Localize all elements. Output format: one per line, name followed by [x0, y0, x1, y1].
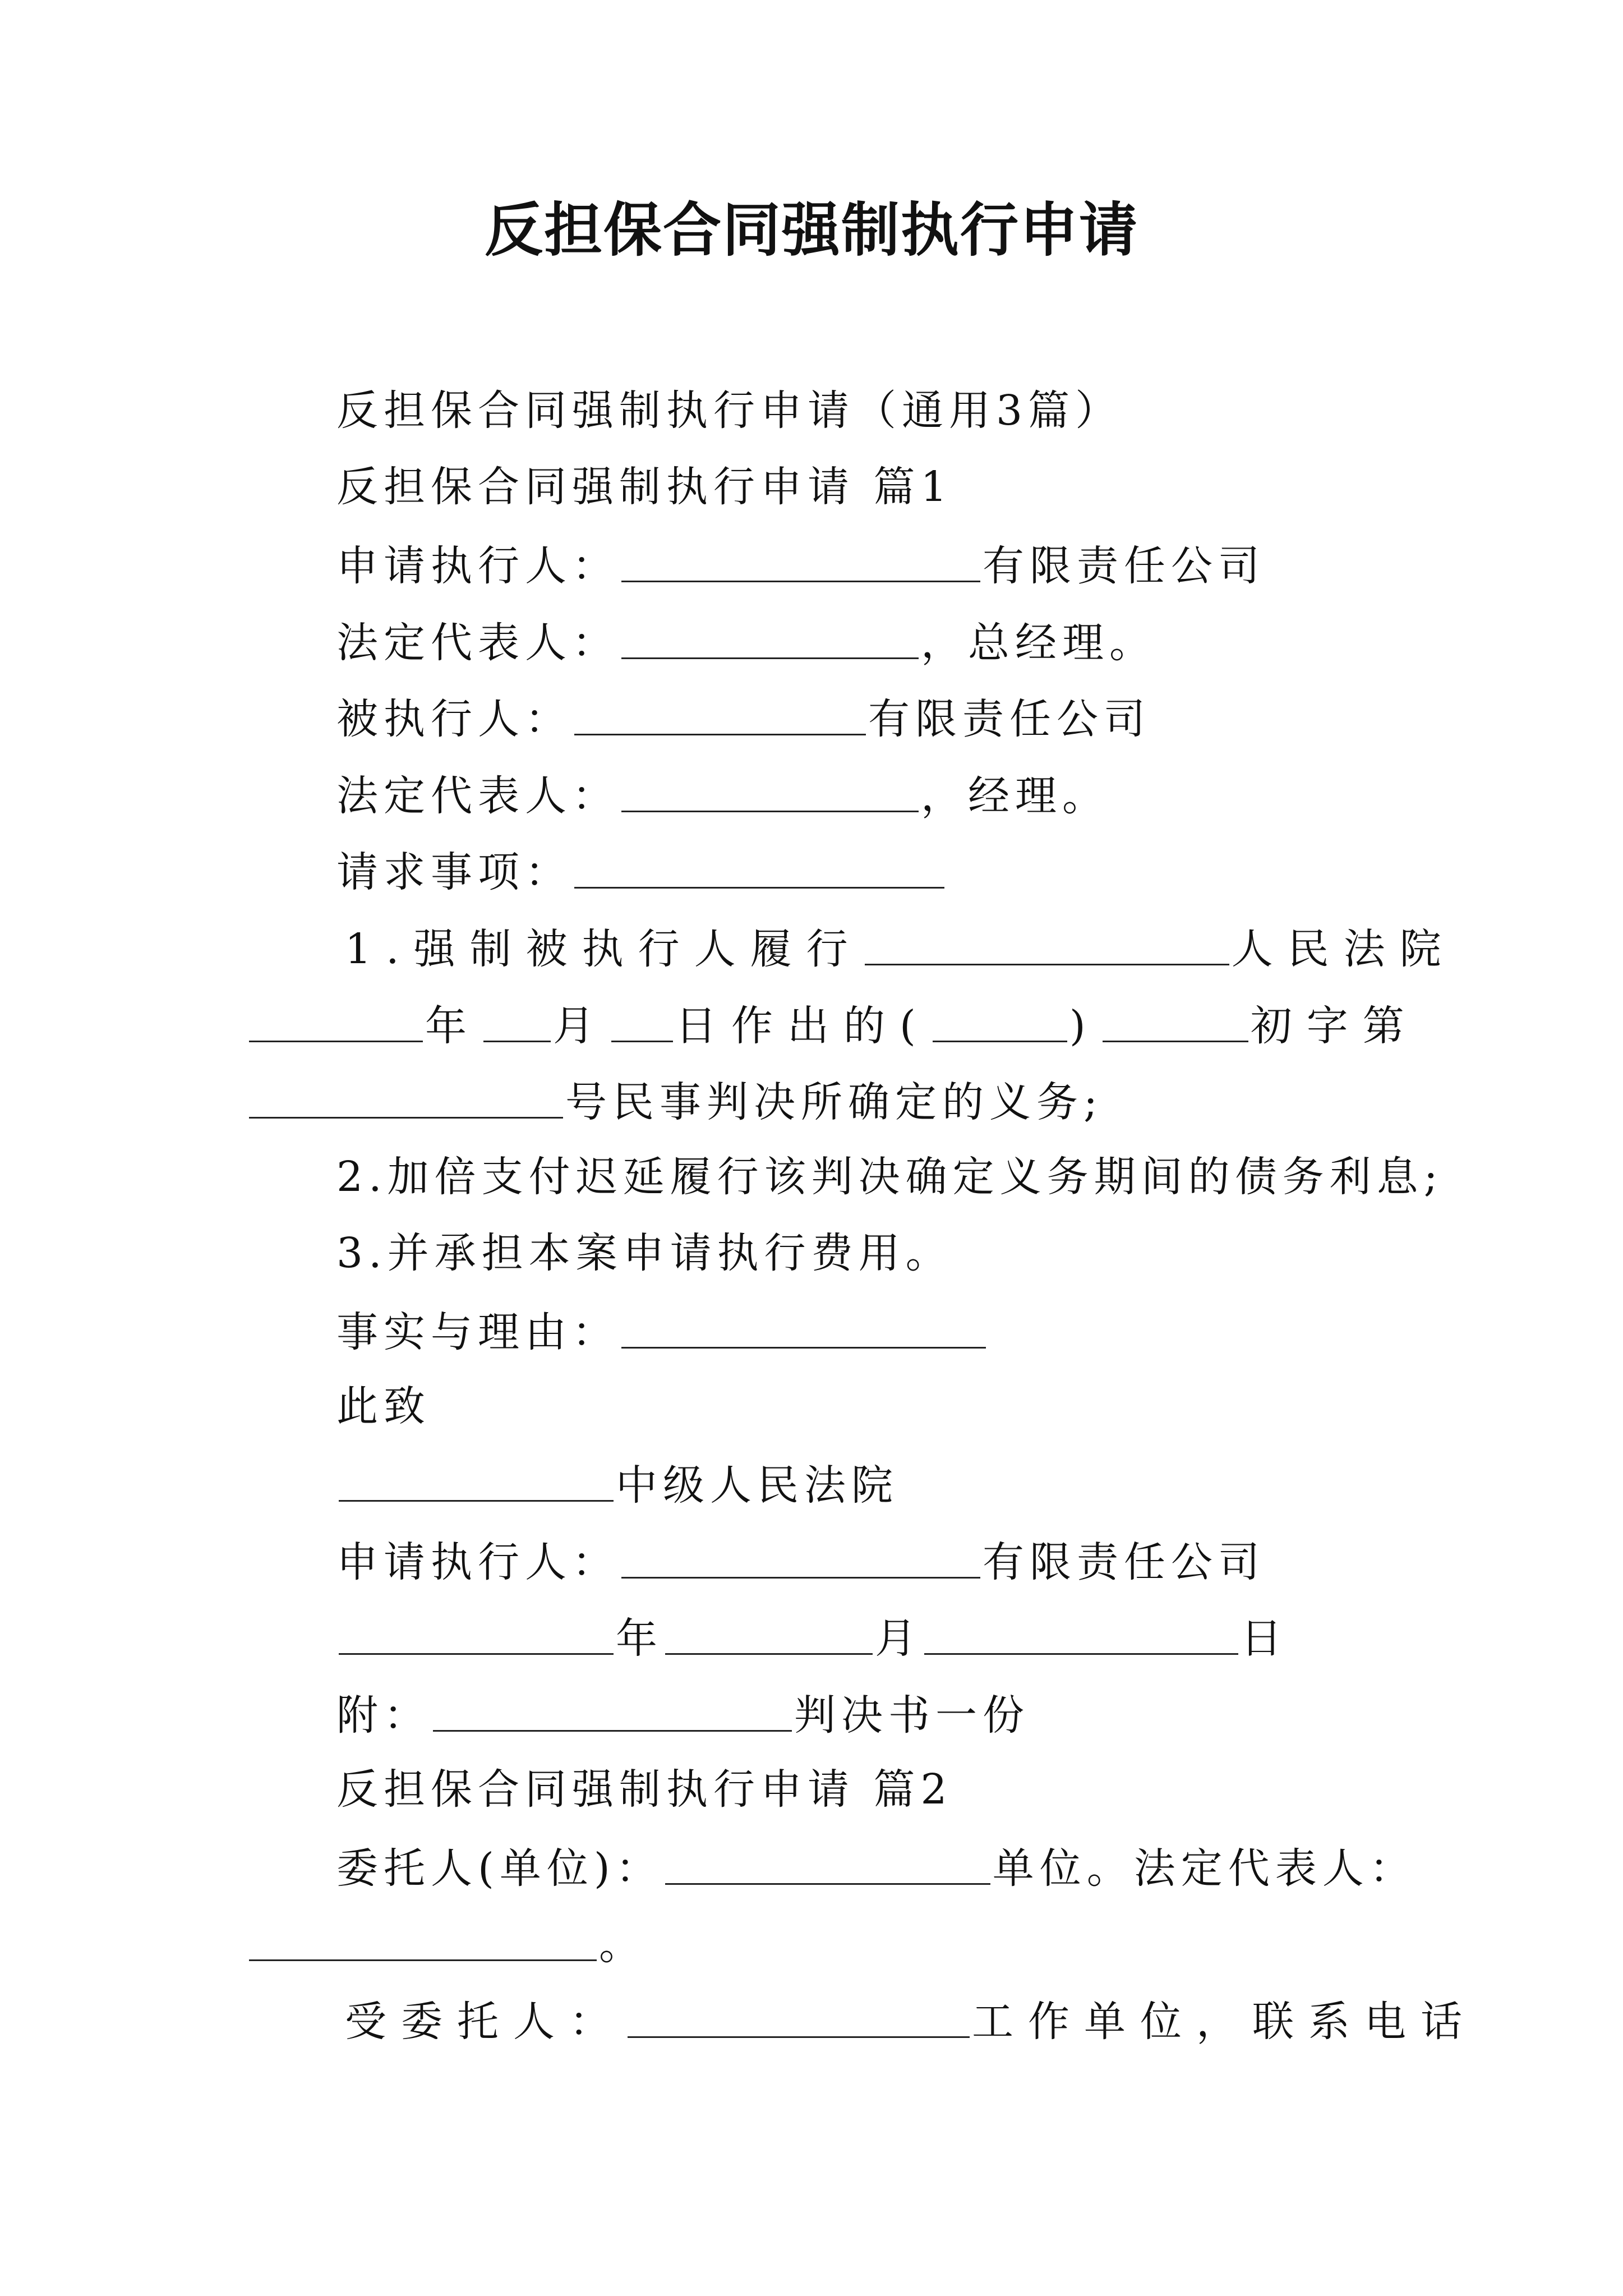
- date-year: 年: [616, 1614, 663, 1663]
- claims-label: 请求事项：: [336, 848, 572, 896]
- principal-mid: 单位。法定代表人：: [992, 1844, 1417, 1893]
- claim1-line-c: [247, 1072, 1103, 1128]
- claim1-paren-blank: [933, 996, 1067, 1042]
- date-month: 月: [875, 1614, 922, 1663]
- claim1-line-b: [247, 996, 1419, 1052]
- court-line: [336, 1455, 898, 1511]
- claim1-case-blank: [1103, 996, 1248, 1042]
- applicant-label: 申请执行人：: [336, 542, 619, 590]
- attach-blank: [433, 1685, 792, 1732]
- respondent-suffix: 有限责任公司: [868, 695, 1151, 743]
- claim1-year: 年: [425, 1002, 481, 1050]
- page-title: 反担保合同强制执行申请: [484, 196, 1138, 264]
- claim1-month-blank: [483, 996, 551, 1042]
- claim3-line: [336, 1225, 953, 1281]
- section-heading-1-text: 反担保合同强制执行申请 篇1: [336, 463, 953, 511]
- applicant-line: [336, 536, 1265, 592]
- claim1-number-blank: [249, 1072, 563, 1119]
- applicant-suffix: 有限责任公司: [983, 542, 1265, 590]
- salutation-line: [336, 1378, 431, 1434]
- claim1-day: 日作出的(: [675, 1002, 930, 1050]
- respondent-rep-suffix: ，经理。: [921, 772, 1109, 820]
- date-line: [336, 1608, 1288, 1664]
- respondent-rep-label: 法定代表人：: [336, 772, 619, 820]
- date-year-blank: [339, 1608, 614, 1655]
- respondent-label: 被执行人：: [336, 695, 572, 743]
- claim1-chuzi: 初字第: [1250, 1002, 1419, 1050]
- respondent-rep-blank: [621, 766, 919, 812]
- agent-line: [345, 1991, 1477, 2047]
- legal-rep-blank: [621, 613, 919, 659]
- claims-line: [336, 842, 947, 898]
- principal-blank: [665, 1838, 990, 1885]
- respondent-rep-line: [336, 766, 1109, 822]
- facts-label: 事实与理由：: [336, 1308, 619, 1356]
- claim2-line: [336, 1149, 1444, 1205]
- intro-line: [336, 383, 1122, 439]
- facts-blank: [621, 1302, 986, 1349]
- principal-end: 。: [599, 1921, 646, 1969]
- agent-suffix: 工作单位，联系电话: [972, 1998, 1477, 2046]
- claim1-court-blank: [865, 919, 1229, 965]
- claims-blank: [574, 842, 944, 889]
- principal-label: 委托人(单位)：: [336, 1844, 663, 1893]
- claim1-end: 号民事判决所确定的义务;: [565, 1078, 1103, 1126]
- attach-suffix: 判决书一份: [794, 1691, 1030, 1740]
- facts-line: [336, 1302, 988, 1358]
- sign-suffix: 有限责任公司: [983, 1538, 1265, 1586]
- claim1-paren-close: ): [1069, 1002, 1100, 1050]
- section-heading-1: [336, 459, 953, 515]
- respondent-line: [336, 689, 1151, 745]
- date-month-blank: [665, 1608, 873, 1655]
- salutation-text: 此致: [336, 1382, 431, 1430]
- claim1-month: 月: [553, 1002, 609, 1050]
- section-heading-2: [336, 1761, 953, 1818]
- agent-label: 受委托人：: [345, 1998, 625, 2046]
- principal-rep-line: [247, 1915, 646, 1971]
- claim2-text: 2.加倍支付迟延履行该判决确定义务期间的债务利息;: [336, 1153, 1444, 1201]
- applicant-blank: [621, 536, 980, 582]
- attach-line: [336, 1685, 1030, 1741]
- court-blank: [339, 1455, 614, 1502]
- legal-rep-suffix: ，总经理。: [921, 619, 1156, 667]
- date-day: 日: [1241, 1614, 1288, 1663]
- sign-label: 申请执行人：: [336, 1538, 619, 1586]
- sign-line: [336, 1532, 1265, 1588]
- principal-line: [336, 1838, 1417, 1894]
- claim1-day-blank: [611, 996, 673, 1042]
- claim1-year-blank: [249, 996, 423, 1042]
- legal-rep-label: 法定代表人：: [336, 619, 619, 667]
- sign-blank: [621, 1532, 980, 1579]
- intro-text: 反担保合同强制执行申请（通用3篇）: [336, 386, 1123, 435]
- claim1-part-b: 人民法院: [1231, 925, 1456, 973]
- principal-rep-blank: [249, 1915, 597, 1961]
- court-suffix: 中级人民法院: [616, 1461, 898, 1510]
- attach-label: 附：: [336, 1691, 431, 1740]
- respondent-blank: [574, 689, 866, 735]
- agent-blank: [628, 1991, 970, 2038]
- legal-rep-line: [336, 613, 1156, 669]
- date-day-blank: [924, 1608, 1238, 1655]
- claim1-part-a: 1.强制被执行人履行: [345, 925, 863, 973]
- claim3-text: 3.并承担本案申请执行费用。: [336, 1229, 953, 1277]
- claim1-line-a: [345, 919, 1456, 975]
- section-heading-2-text: 反担保合同强制执行申请 篇2: [336, 1765, 953, 1814]
